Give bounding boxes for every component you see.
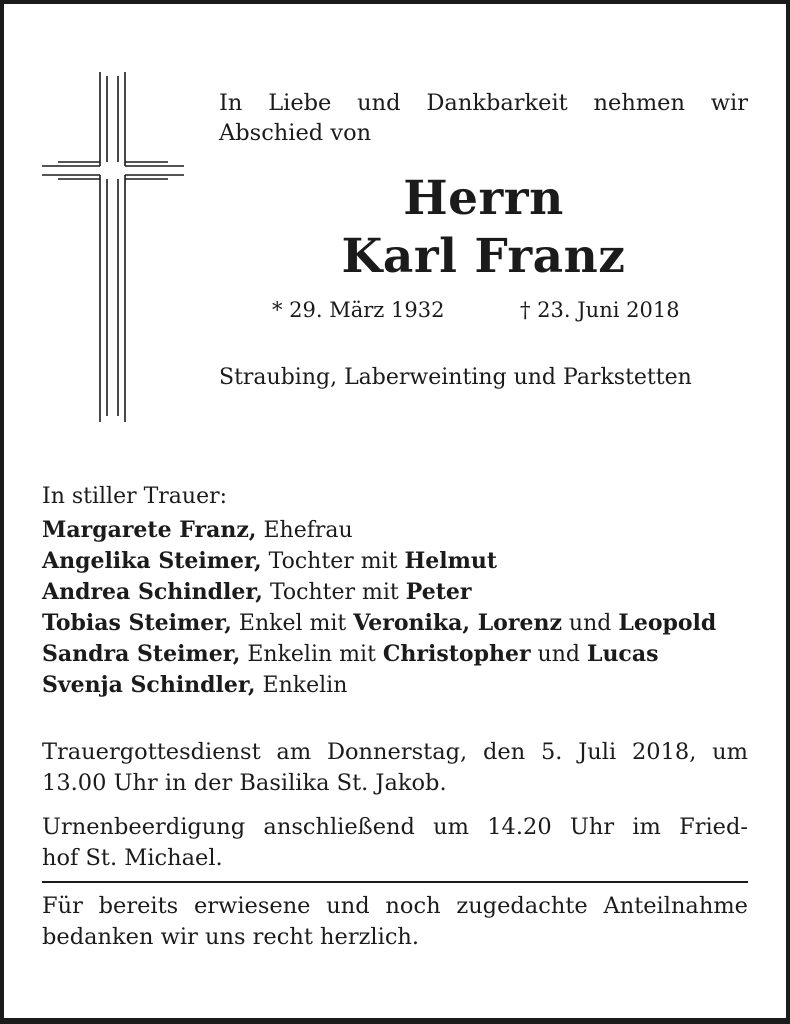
intro-line-2: Abschied von bbox=[219, 120, 372, 146]
mourner-relation: Enkelin mit bbox=[240, 642, 383, 667]
mourner-name: Tobias Steimer, bbox=[42, 610, 232, 636]
service-line-4: hof St. Michael. bbox=[42, 845, 223, 871]
mourner-row bbox=[42, 546, 762, 577]
birth-date: * 29. März 1932 bbox=[272, 298, 445, 322]
urn-burial-text bbox=[42, 812, 748, 874]
thanks-line-2: bedanken wir uns recht herzlich. bbox=[42, 924, 420, 950]
service-line-1: Trauergottesdienst am Donnerstag, den 5. Juli 2018, um bbox=[42, 739, 748, 765]
mourner-name: Sandra Steimer, bbox=[42, 641, 241, 667]
intro-line-1: In Liebe und Dankbarkeit nehmen wir bbox=[219, 90, 748, 116]
mourners-list bbox=[42, 515, 762, 701]
mourner-relation: Enkelin bbox=[255, 673, 348, 698]
mourner-name: Margarete Franz, bbox=[42, 517, 257, 543]
mourner-relation: Tochter mit bbox=[262, 580, 406, 605]
mourner-relation: Enkel mit bbox=[231, 611, 354, 636]
thanks-text bbox=[42, 891, 748, 953]
mourner-name: Lucas bbox=[586, 641, 659, 667]
mourner-row bbox=[42, 608, 762, 639]
honorific-title: Herrn bbox=[403, 171, 564, 226]
divider bbox=[42, 881, 748, 883]
mourner-name: Veronika, Lorenz bbox=[353, 610, 562, 636]
death-date: † 23. Juni 2018 bbox=[520, 298, 680, 322]
mourner-row bbox=[42, 639, 762, 670]
mourner-name: Peter bbox=[405, 579, 472, 605]
mourner-relation: Ehefrau bbox=[256, 518, 353, 543]
places-of-residence: Straubing, Laberweinting und Parkstetten bbox=[219, 365, 692, 390]
mourner-name: Angelika Steimer, bbox=[42, 548, 262, 574]
mourner-row bbox=[42, 670, 762, 701]
mourner-name: Leopold bbox=[618, 610, 717, 636]
mourner-relation: und bbox=[561, 611, 619, 636]
mourner-name: Helmut bbox=[404, 548, 498, 574]
service-line-2: 13.00 Uhr in der Basilika St. Jakob. bbox=[42, 770, 447, 796]
mourner-row bbox=[42, 515, 762, 546]
mourners-heading: In stiller Trauer: bbox=[42, 484, 228, 509]
deceased-name: Karl Franz bbox=[341, 229, 626, 284]
intro-text bbox=[219, 88, 748, 148]
mourner-row bbox=[42, 577, 762, 608]
mourner-relation: Tochter mit bbox=[261, 549, 405, 574]
thanks-line-1: Für bereits erwiesene und noch zugedachte Anteilnahme bbox=[42, 893, 748, 919]
mourner-name: Andrea Schindler, bbox=[42, 579, 263, 605]
mourner-relation: und bbox=[530, 642, 587, 667]
mourner-name: Svenja Schindler, bbox=[42, 672, 256, 698]
service-line-3: Urnenbeerdigung anschließend um 14.20 Uhr im Fried- bbox=[42, 814, 748, 840]
mourner-name: Christopher bbox=[382, 641, 531, 667]
funeral-service-text bbox=[42, 737, 748, 799]
cross-icon bbox=[40, 72, 186, 424]
